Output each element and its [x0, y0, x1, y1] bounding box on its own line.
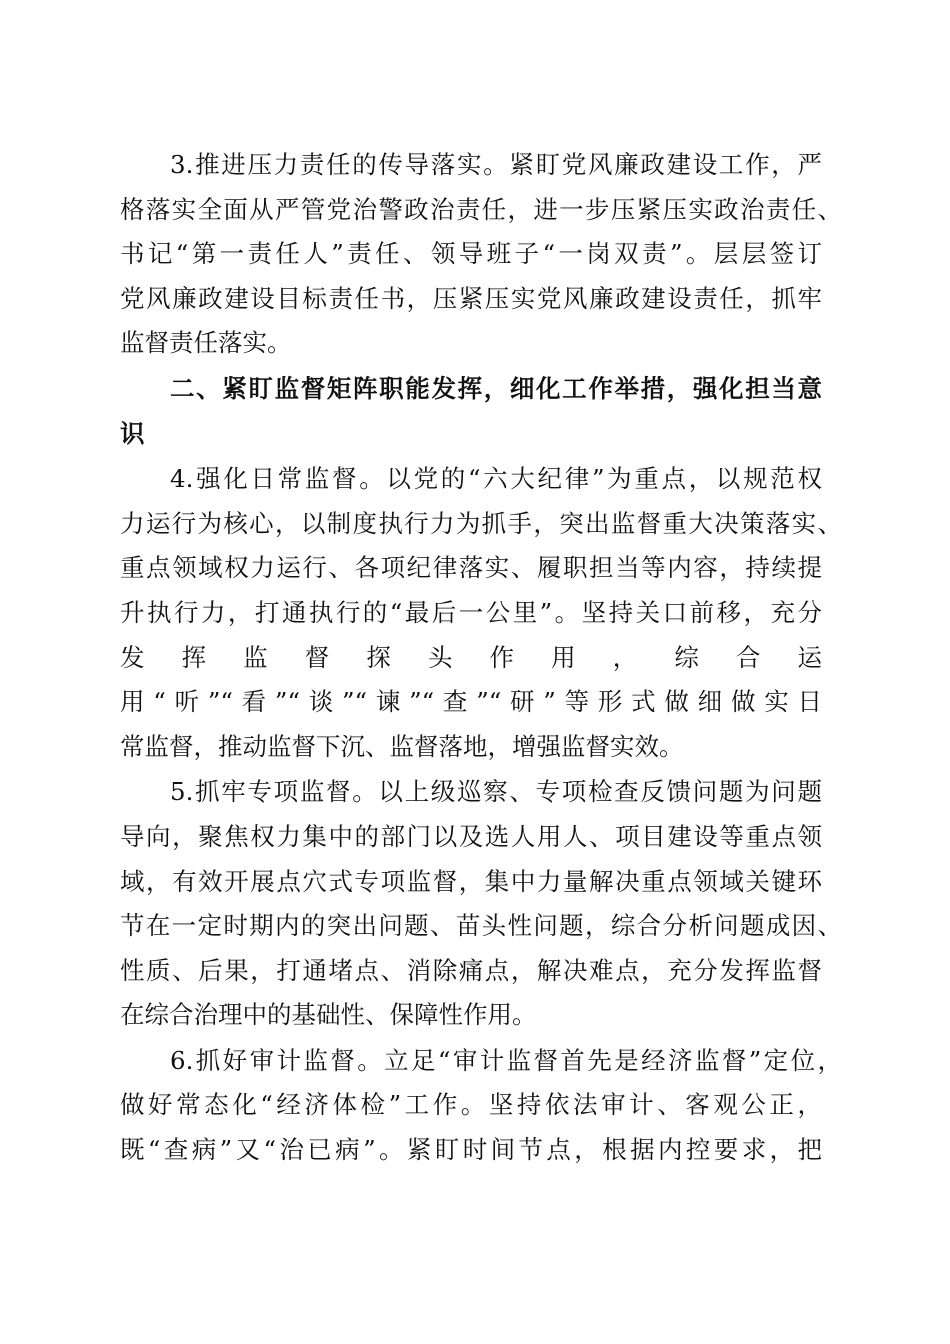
text-line: 书记“第一责任人”责任、领导班子“一岗双责”。层层签订: [120, 239, 822, 269]
text-line: 节在一定时期内的突出问题、苗头性问题，综合分析问题成因、: [120, 911, 842, 941]
text-line: 导向，聚焦权力集中的部门以及选人用人、项目建设等重点领: [120, 821, 822, 851]
text-line: 重点领域权力运行、各项纪律落实、履职担当等内容，持续提: [120, 553, 822, 583]
heading-line: 二、紧盯监督矩阵职能发挥，细化工作举措，强化担当意: [170, 373, 822, 403]
paragraph-item-3: [120, 143, 842, 366]
paragraph-item-4: [120, 457, 842, 769]
text-line: 发挥监督探头作用，综合运: [120, 642, 822, 672]
section-heading: [120, 367, 822, 456]
text-line: 既“查病”又“治已病”。紧盯时间节点，根据内控要求，把: [120, 1135, 822, 1165]
text-line: 性质、后果，打通堵点、消除痛点，解决难点，充分发挥监督: [120, 955, 822, 985]
text-line: 4.强化日常监督。以党的“六大纪律”为重点，以规范权: [170, 464, 822, 494]
text-line: 5.抓牢专项监督。以上级巡察、专项检查反馈问题为问题: [170, 777, 822, 807]
text-line: 力运行为核心，以制度执行力为抓手，突出监督重大决策落实、: [120, 508, 842, 538]
text-line: 党风廉政建设目标责任书，压紧压实党风廉政建设责任，抓牢: [120, 283, 822, 313]
text-line: 格落实全面从严管党治警政治责任，进一步压紧压实政治责任、: [120, 194, 842, 224]
text-line: 域，有效开展点穴式专项监督，集中力量解决重点领域关键环: [120, 866, 822, 896]
heading-line: 识: [120, 418, 145, 448]
text-line: 3.推进压力责任的传导落实。紧盯党风廉政建设工作，严: [170, 150, 822, 179]
paragraph-item-5: [120, 770, 842, 1038]
paragraph-item-6: [120, 1039, 842, 1173]
text-line: 在综合治理中的基础性、保障性作用。: [120, 1000, 537, 1030]
text-line: 用“听”“看”“谈”“谏”“查”“研”等形式做细做实日: [120, 687, 822, 717]
document-page: [120, 143, 842, 1174]
text-line: 常监督，推动监督下沉、监督落地，增强监督实效。: [120, 731, 684, 761]
text-line: 做好常态化“经济体检”工作。坚持依法审计、客观公正，: [120, 1090, 822, 1120]
text-line: 升执行力，打通执行的“最后一公里”。坚持关口前移，充分: [120, 597, 822, 627]
text-line: 6.抓好审计监督。立足“审计监督首先是经济监督”定位，: [170, 1045, 842, 1075]
text-line: 监督责任落实。: [120, 328, 292, 358]
